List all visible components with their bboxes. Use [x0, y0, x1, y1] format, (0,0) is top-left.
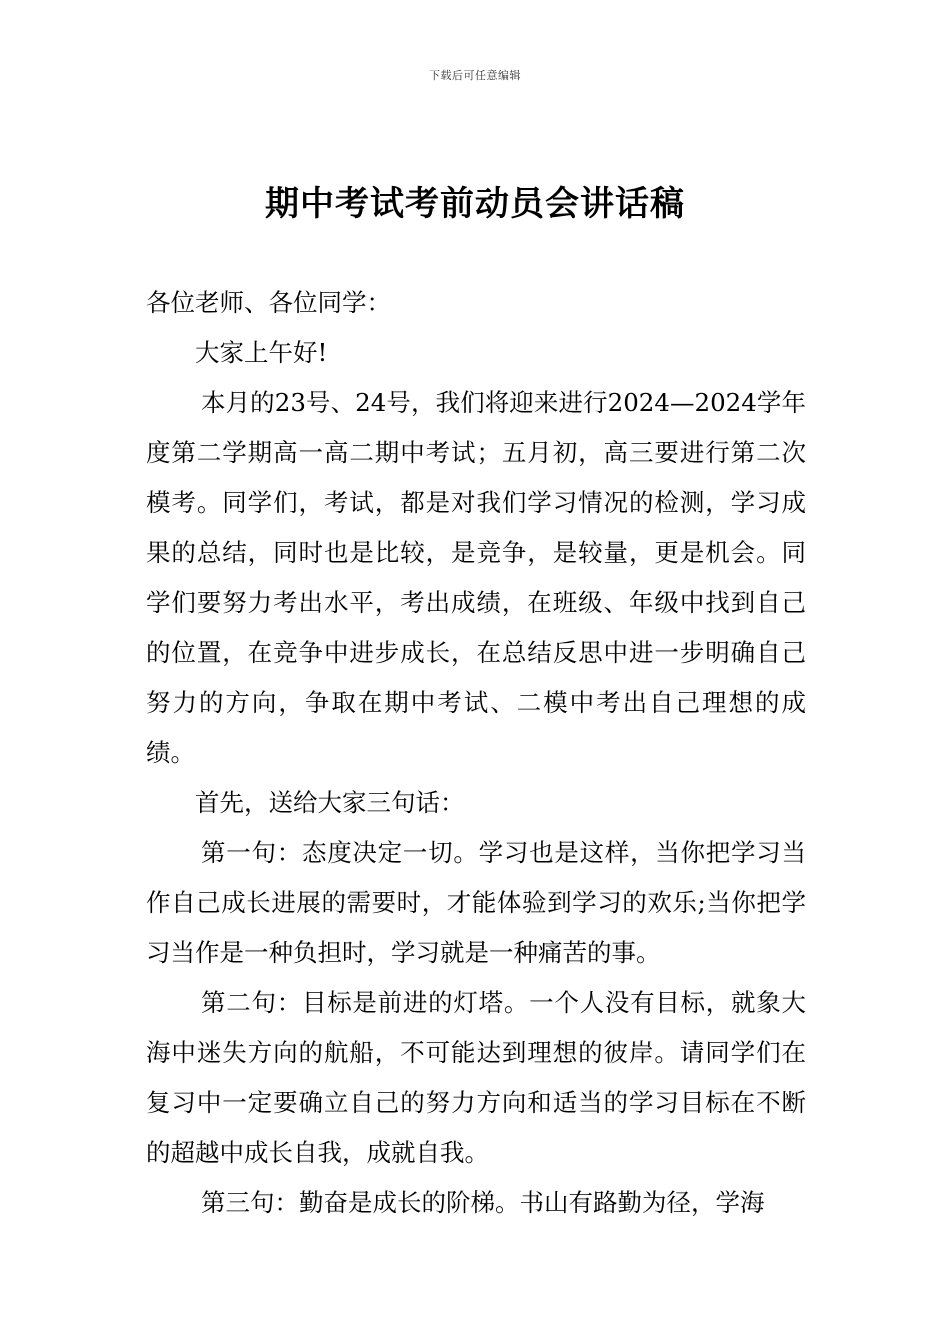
- third-sentence-paragraph: 第三句：勤奋是成长的阶梯。书山有路勤为径，学海: [201, 1188, 765, 1217]
- exam-intro-paragraph: 本月的23号、24号，我们将迎来进行2024—2024学年度第二学期高一高二期中考试；五月初，高三要进行第二次模考。同学们，考试，都是对我们学习情况的检测，学习成果的总结，同时也是比较，是竞争，是较量，更是机会。同学们要努力考出水平，考出成绩，在班级、年级中找到自己的位置，在竞争中进步成长，在总结反思中进一步明确自己努力的方向，争取在期中考试、二模中考出自己理想的成绩。: [146, 388, 806, 767]
- salutation: 各位老师、各位同学：: [146, 288, 391, 317]
- first-sentence-paragraph: 第一句：态度决定一切。学习也是这样，当你把学习当作自己成长进展的需要时，才能体验到学习的欢乐;当你把学习当作是一种负担时，学习就是一种痛苦的事。: [146, 838, 806, 967]
- header-note: 下载后可任意编辑: [429, 69, 521, 82]
- document-title: 期中考试考前动员会讲话稿: [265, 184, 685, 224]
- second-sentence-paragraph: 第二句：目标是前进的灯塔。一个人没有目标，就象大海中迷失方向的航船，不可能达到理想的彼岸。请同学们在复习中一定要确立自己的努力方向和适当的学习目标在不断的超越中成长自我，成就自我。: [146, 988, 806, 1167]
- document-body: [146, 278, 806, 1228]
- greeting-paragraph: 大家上午好!: [195, 338, 328, 367]
- three-sentences-intro: 首先，送给大家三句话：: [195, 788, 465, 817]
